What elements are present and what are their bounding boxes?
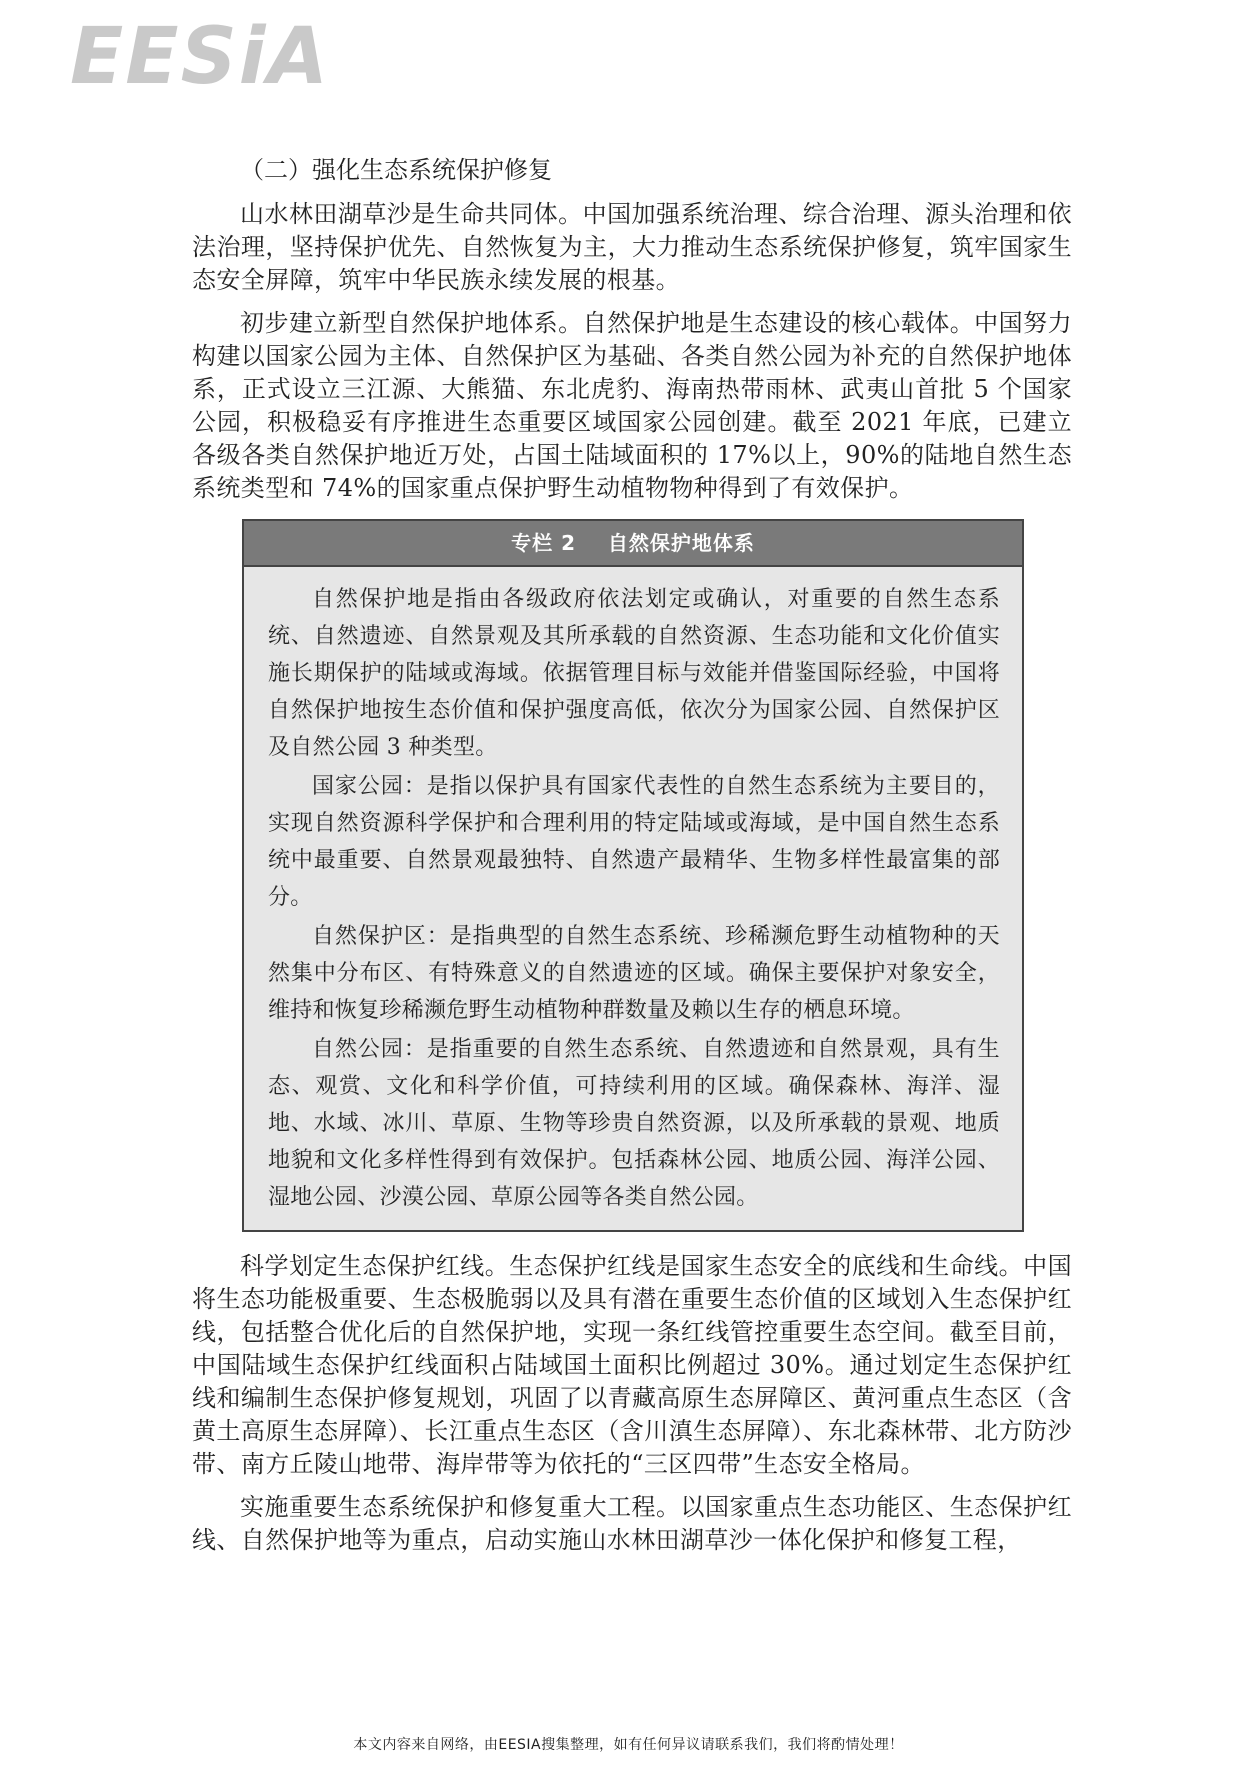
box-paragraph-definition: 自然保护地是指由各级政府依法划定或确认，对重要的自然生态系统、自然遗迹、自然景观及其所承载的自然资源、生态功能和文化价值实施长期保护的陆域或海域。依据管理目标与效能并借鉴国际经验，中国将自然保护地按生态价值和保护强度高低，依次分为国家公园、自然保护区及自然公园 3 种类型。 bbox=[268, 587, 1000, 760]
box-paragraph-nature-park: 自然公园：是指重要的自然生态系统、自然遗迹和自然景观，具有生态、观赏、文化和科学价值，可持续利用的区域。确保森林、海洋、湿地、水域、冰川、草原、生物等珍贵自然资源，以及所承载的景观、地质地貌和文化多样性得到有效保护。包括森林公园、地质公园、海洋公园、湿地公园、沙漠公园、草原公园等各类自然公园。 bbox=[268, 1037, 1000, 1210]
sidebar-box-title: 专栏 2 自然保护地体系 bbox=[244, 521, 1022, 565]
paragraph-ecological-red-line: 科学划定生态保护红线。生态保护红线是国家生态安全的底线和生命线。中国将生态功能极重要、生态极脆弱以及具有潜在重要生态价值的区域划入生态保护红线，包括整合优化后的自然保护地，实现一条红线管控重要生态空间。截至目前，中国陆域生态保护红线面积占陆域国土面积比例超过 30%。通过划定生态保护红线和编制生态保护修复规划，巩固了以青藏高原生态屏障区、黄河重点生态区（含黄土高原生态屏障）、长江重点生态区（含川滇生态屏障）、东北森林带、北方防沙带、南方丘陵山地带、海岸带等为依托的“三区四带”生态安全格局。 bbox=[192, 1252, 1072, 1478]
paragraph-major-projects: 实施重要生态系统保护和修复重大工程。以国家重点生态功能区、生态保护红线、自然保护地等为重点，启动实施山水林田湖草沙一体化保护和修复工程， bbox=[192, 1493, 1072, 1554]
paragraph-life-community: 山水林田湖草沙是生命共同体。中国加强系统治理、综合治理、源头治理和依法治理，坚持保护优先、自然恢复为主，大力推动生态系统保护修复，筑牢国家生态安全屏障，筑牢中华民族永续发展的根基。 bbox=[192, 200, 1072, 294]
document-body bbox=[192, 150, 1072, 1567]
paragraph-protected-area-system: 初步建立新型自然保护地体系。自然保护地是生态建设的核心载体。中国努力构建以国家公园为主体、自然保护区为基础、各类自然公园为补充的自然保护地体系，正式设立三江源、大熊猫、东北虎豹、海南热带雨林、武夷山首批 5 个国家公园，积极稳妥有序推进生态重要区域国家公园创建。截至 2021 年底，已建立各级各类自然保护地近万处，占国土陆域面积的 17%以上，90%的陆地自然生态系统类型和 74%的国家重点保护野生动植物物种得到了有效保护。 bbox=[192, 309, 1072, 502]
footer-disclaimer: 本文内容来自网络，由EESIA搜集整理，如有任何异议请联系我们，我们将酌情处理！ bbox=[353, 1737, 904, 1753]
eesia-logo: EESiA bbox=[70, 12, 330, 102]
box-paragraph-nature-reserve: 自然保护区：是指典型的自然生态系统、珍稀濒危野生动植物种的天然集中分布区、有特殊意义的自然遗迹的区域。确保主要保护对象安全，维持和恢复珍稀濒危野生动植物种群数量及赖以生存的栖息环境。 bbox=[268, 924, 1000, 1023]
section-heading: （二）强化生态系统保护修复 bbox=[240, 156, 552, 184]
sidebar-box-body bbox=[244, 565, 1022, 1230]
sidebar-box-protected-areas bbox=[242, 519, 1024, 1232]
box-paragraph-national-park: 国家公园：是指以保护具有国家代表性的自然生态系统为主要目的，实现自然资源科学保护和合理利用的特定陆域或海域，是中国自然生态系统中最重要、自然景观最独特、自然遗产最精华、生物多样性最富集的部分。 bbox=[268, 774, 1000, 910]
